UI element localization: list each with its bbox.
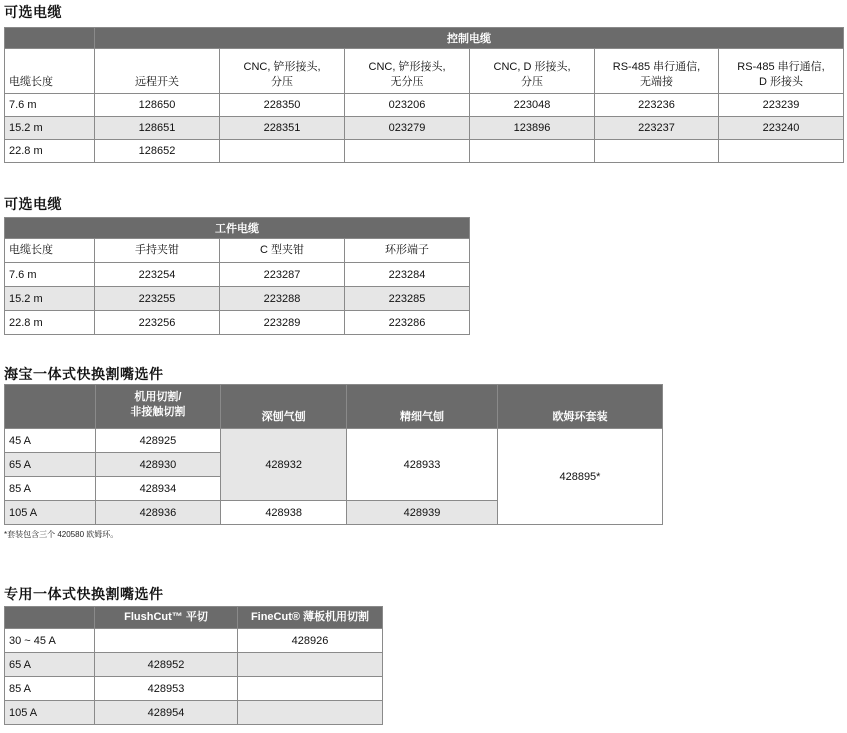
part-number-cell: 123896 xyxy=(470,117,595,140)
fine-gouging-merged-cell: 428933 xyxy=(347,429,498,501)
column-header: CNC, 铲形接头, 分压 xyxy=(220,49,345,94)
table-row xyxy=(5,653,383,677)
table-band-control-cable: 控制电缆 xyxy=(95,28,844,49)
part-number-cell: 428938 xyxy=(221,501,347,525)
length-cell: 105 A xyxy=(5,701,95,725)
part-number-cell: 223255 xyxy=(95,287,220,311)
part-number-cell: 128652 xyxy=(95,140,220,163)
column-header: 远程开关 xyxy=(95,49,220,94)
part-number-cell: 223256 xyxy=(95,311,220,335)
part-number-cell: 428939 xyxy=(347,501,498,525)
work-cable-table xyxy=(4,217,470,335)
part-number-cell: 428930 xyxy=(95,453,221,477)
length-cell: 15.2 m xyxy=(5,117,95,140)
column-header xyxy=(5,385,96,429)
section-title-hypertherm-consumables: 海宝一体式快换割嘴选件 xyxy=(4,366,164,382)
part-number-cell: 223240 xyxy=(719,117,844,140)
length-cell: 15.2 m xyxy=(5,287,95,311)
column-header: 环形端子 xyxy=(345,239,470,263)
table-row xyxy=(5,701,383,725)
table-row xyxy=(5,94,844,117)
part-number-cell: 023279 xyxy=(345,117,470,140)
ohmic-ring-kit-cell: 428895* xyxy=(497,429,662,525)
part-number-cell: 223284 xyxy=(345,263,470,287)
table-row xyxy=(5,140,844,163)
table-row xyxy=(5,117,844,140)
part-number-cell: 223287 xyxy=(220,263,345,287)
part-number-cell: 223286 xyxy=(345,311,470,335)
part-number-cell: 428952 xyxy=(95,653,238,677)
column-header: FineCut® 薄板机用切割 xyxy=(238,607,383,629)
part-number-cell: 128651 xyxy=(95,117,220,140)
control-cable-table xyxy=(4,27,844,163)
part-number-cell: 223236 xyxy=(595,94,719,117)
section-title-optional-cables-2: 可选电缆 xyxy=(4,196,62,212)
column-header: CNC, 铲形接头, 无分压 xyxy=(345,49,470,94)
part-number-cell: 428925 xyxy=(95,429,221,453)
table-row xyxy=(5,629,383,653)
part-number-cell: 128650 xyxy=(95,94,220,117)
length-cell: 7.6 m xyxy=(5,263,95,287)
special-cartridge-table xyxy=(4,606,383,725)
length-cell: 22.8 m xyxy=(5,140,95,163)
column-header: RS-485 串行通信, D 形接头 xyxy=(719,49,844,94)
part-number-cell: 428954 xyxy=(95,701,238,725)
ohmic-ring-footnote: *套装包含三个 420580 欧姆环。 xyxy=(4,530,119,539)
part-number-cell xyxy=(238,677,383,701)
section-title-special-consumables: 专用一体式快换割嘴选件 xyxy=(4,586,164,602)
table-row xyxy=(5,287,470,311)
part-number-cell: 428934 xyxy=(95,477,221,501)
table-row xyxy=(5,311,470,335)
length-cell: 65 A xyxy=(5,653,95,677)
amp-cell: 85 A xyxy=(5,477,96,501)
column-header: 电缆长度 xyxy=(5,49,95,94)
part-number-cell xyxy=(238,653,383,677)
length-cell: 85 A xyxy=(5,677,95,701)
table-band-empty xyxy=(5,28,95,49)
column-header: 手持夹钳 xyxy=(95,239,220,263)
part-number-cell xyxy=(595,140,719,163)
part-number-cell: 223254 xyxy=(95,263,220,287)
deep-gouging-merged-cell: 428932 xyxy=(221,429,347,501)
length-cell: 7.6 m xyxy=(5,94,95,117)
part-number-cell xyxy=(95,629,238,653)
column-header: FlushCut™ 平切 xyxy=(95,607,238,629)
part-number-cell xyxy=(719,140,844,163)
part-number-cell: 228350 xyxy=(220,94,345,117)
part-number-cell: 428926 xyxy=(238,629,383,653)
part-number-cell: 223237 xyxy=(595,117,719,140)
column-header: 精细气刨 xyxy=(347,385,498,429)
part-number-cell: 223285 xyxy=(345,287,470,311)
section-title-optional-cables-1: 可选电缆 xyxy=(4,4,62,20)
table-band-work-cable: 工件电缆 xyxy=(5,218,470,239)
part-number-cell xyxy=(220,140,345,163)
part-number-cell: 223239 xyxy=(719,94,844,117)
part-number-cell xyxy=(470,140,595,163)
column-header: CNC, D 形接头, 分压 xyxy=(470,49,595,94)
part-number-cell: 428953 xyxy=(95,677,238,701)
column-header xyxy=(5,607,95,629)
hypertherm-cartridge-table xyxy=(4,384,663,525)
column-header: 电缆长度 xyxy=(5,239,95,263)
length-cell: 22.8 m xyxy=(5,311,95,335)
amp-cell: 65 A xyxy=(5,453,96,477)
part-number-cell xyxy=(345,140,470,163)
part-number-cell: 223288 xyxy=(220,287,345,311)
amp-cell: 105 A xyxy=(5,501,96,525)
part-number-cell xyxy=(238,701,383,725)
part-number-cell: 223048 xyxy=(470,94,595,117)
amp-cell: 45 A xyxy=(5,429,96,453)
part-number-cell: 228351 xyxy=(220,117,345,140)
part-number-cell: 223289 xyxy=(220,311,345,335)
column-header: 欧姆环套装 xyxy=(497,385,662,429)
column-header: RS-485 串行通信, 无端接 xyxy=(595,49,719,94)
column-header: 机用切割/ 非接触切割 xyxy=(95,385,221,429)
part-number-cell: 428936 xyxy=(95,501,221,525)
column-header: 深刨气刨 xyxy=(221,385,347,429)
column-header: C 型夹钳 xyxy=(220,239,345,263)
table-row xyxy=(5,263,470,287)
part-number-cell: 023206 xyxy=(345,94,470,117)
length-cell: 30 ~ 45 A xyxy=(5,629,95,653)
table-row xyxy=(5,677,383,701)
